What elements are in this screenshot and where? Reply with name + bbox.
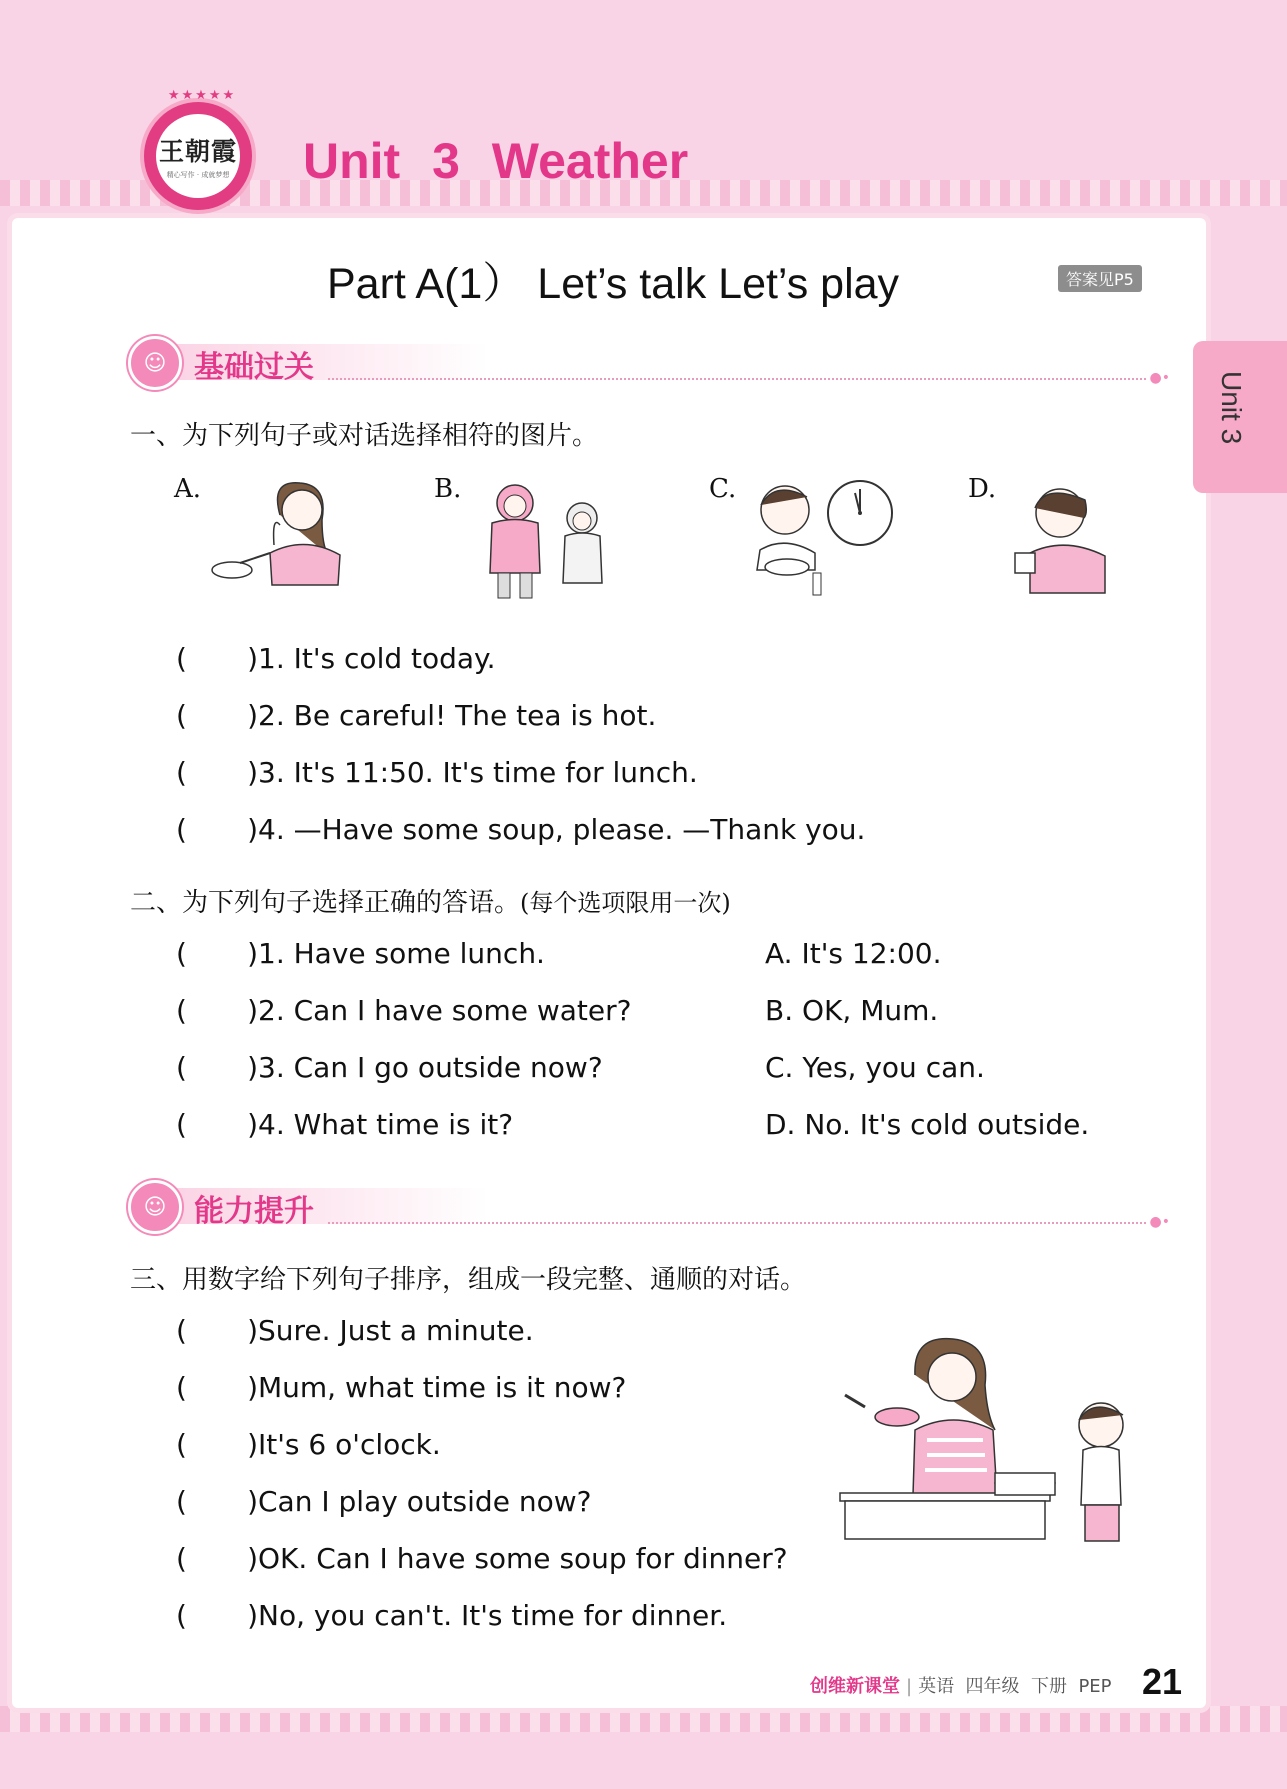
answer-blank[interactable] [176,1108,258,1141]
q2-title [130,882,731,919]
q2-title-text: 二、为下列句子选择正确的答语。 [130,888,521,918]
q1-letter-a: A. [174,474,202,504]
page-number: 21 [1142,1661,1183,1702]
unit-title: Unit 3 Weather [303,133,689,189]
dotted-divider [328,378,1146,380]
picture-b-kids-winter [470,478,620,603]
answer-blank[interactable] [176,1051,258,1084]
q2-title-note: (每个选项限用一次) [520,889,731,917]
logo-brand-text: 王朝霞 [158,137,237,166]
answer-blank[interactable] [176,813,258,846]
footer-info [810,1672,1112,1698]
q1-title: 一、为下列句子或对话选择相符的图片。 [130,421,599,451]
dotted-divider [328,1222,1146,1224]
footer-subject: 英语 [918,1676,955,1697]
q3-item-3: ( )It's 6 o'clock. [176,1428,441,1461]
answer-blank[interactable] [176,1314,258,1347]
answer-blank[interactable] [176,1371,258,1404]
footer-separator: | [906,1676,913,1697]
section-advanced-header [128,1180,1170,1236]
picture-a-woman-soup [210,475,350,595]
q1-item-1: ( )1. It's cold today. [176,642,496,675]
q1-letter-c: C. [709,474,737,504]
q2-option-b: B. OK, Mum. [765,994,939,1027]
girl-mascot-icon: ☺ [128,1180,182,1234]
q1-letter-d: D. [968,474,997,504]
side-tab-label: Unit 3 [1216,371,1247,445]
q2-item-1: ( )1. Have some lunch. [176,937,545,970]
answer-blank[interactable] [176,756,258,789]
answer-blank[interactable] [176,994,258,1027]
picture-d-boy-cup [1010,478,1120,596]
answer-blank[interactable] [176,1485,258,1518]
logo-slogan: 精心写作 · 成就梦想 [166,171,230,179]
answer-blank[interactable] [176,1542,258,1575]
girl-mascot-icon: ☺ [128,336,182,390]
q3-item-2: ( )Mum, what time is it now? [176,1371,626,1404]
q3-item-5: ( )OK. Can I have some soup for dinner? [176,1542,788,1575]
footer-edition: PEP [1078,1676,1112,1697]
bubbles-icon: ●• [1149,1214,1170,1230]
q1-item-2: ( )2. Be careful! The tea is hot. [176,699,656,732]
section-basic-label: 基础过关 [194,350,314,385]
bottom-wave-band [0,1706,1287,1732]
q1-item-4: ( )4. —Have some soup, please. —Thank you. [176,813,865,846]
q2-item-3: ( )3. Can I go outside now? [176,1051,603,1084]
section-basic-header [128,336,1170,392]
q1-item-3: ( )3. It's 11:50. It's time for lunch. [176,756,698,789]
part-title: Part A(1） Let’s talk Let’s play [327,260,900,308]
q2-option-c: C. Yes, you can. [765,1051,985,1084]
logo-inner [156,114,240,198]
q2-item-4: ( )4. What time is it? [176,1108,513,1141]
side-unit-tab[interactable] [1193,341,1287,493]
answer-reference-tag: 答案见P5 [1058,265,1142,292]
answer-blank[interactable] [176,937,258,970]
q3-item-6: ( )No, you can't. It's time for dinner. [176,1599,727,1632]
q3-item-4: ( )Can I play outside now? [176,1485,591,1518]
q2-option-a: A. It's 12:00. [765,937,942,970]
answer-blank[interactable] [176,699,258,732]
q2-option-d: D. No. It's cold outside. [765,1108,1090,1141]
footer-grade: 四年级 [965,1676,1020,1697]
picture-mother-cooking-child [835,1335,1135,1545]
answer-blank[interactable] [176,1428,258,1461]
bubbles-icon: ●• [1149,370,1170,386]
section-advanced-label: 能力提升 [194,1194,314,1229]
picture-c-boy-lunch-clock [745,475,905,600]
footer-brand: 创维新课堂 [810,1676,900,1697]
q2-item-2: ( )2. Can I have some water? [176,994,632,1027]
answer-blank[interactable] [176,642,258,675]
logo-stars-icon: ★★★★★ [167,88,237,103]
publisher-logo [140,88,256,214]
q3-item-1: ( )Sure. Just a minute. [176,1314,534,1347]
q3-title: 三、用数字给下列句子排序，组成一段完整、通顺的对话。 [130,1265,807,1295]
footer-term: 下册 [1030,1676,1067,1697]
answer-blank[interactable] [176,1599,258,1632]
q1-letter-b: B. [434,474,462,504]
